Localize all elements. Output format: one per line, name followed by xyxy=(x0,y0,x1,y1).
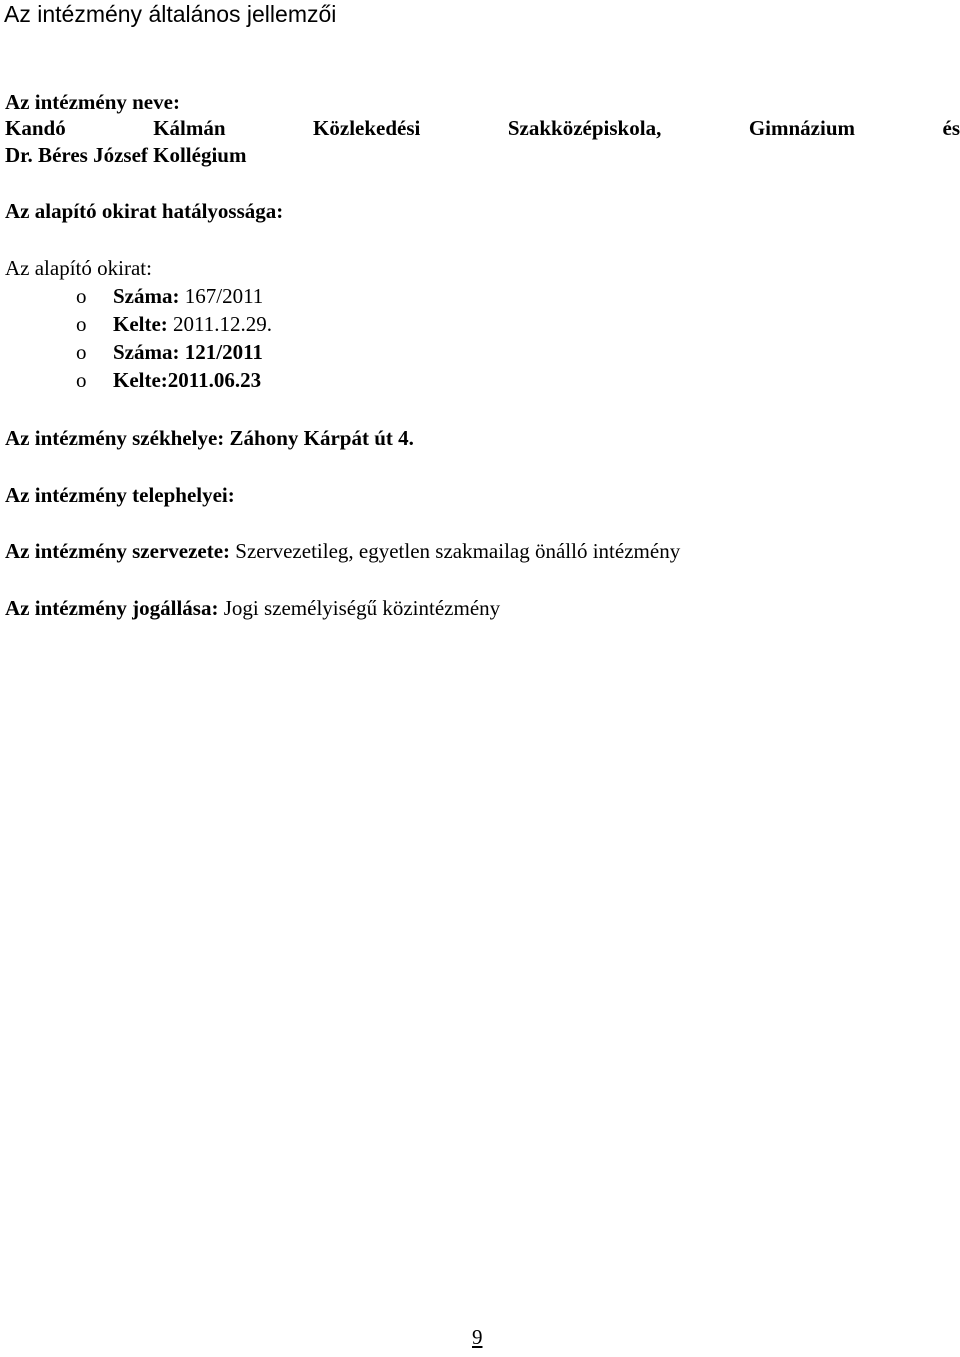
bullet-icon: o xyxy=(76,340,87,364)
institution-name-line-2: Dr. Béres József Kollégium xyxy=(5,143,247,167)
name-word: Közlekedési xyxy=(313,116,421,140)
list-item xyxy=(76,283,263,309)
item-label: Száma: xyxy=(113,284,180,308)
list-item xyxy=(76,339,263,365)
item-value: 167/2011 xyxy=(179,284,264,308)
organization-label: Az intézmény szervezete: xyxy=(5,539,231,563)
list-item xyxy=(76,311,272,337)
item-label: Száma: 121/2011 xyxy=(113,340,263,364)
institution-legal-status xyxy=(5,595,500,621)
legal-status-label: Az intézmény jogállása: xyxy=(5,596,219,620)
bullet-icon: o xyxy=(76,312,87,336)
bullet-icon: o xyxy=(76,284,87,308)
item-label: Kelte: xyxy=(113,312,168,336)
item-value: 2011.12.29. xyxy=(167,312,273,336)
institution-seat: Az intézmény székhelye: Záhony Kárpát út 4. xyxy=(5,426,414,450)
name-word: Gimnázium xyxy=(748,116,855,140)
legal-status-value: Jogi személyiségű közintézmény xyxy=(218,596,501,620)
organization-value: Szervezetileg, egyetlen szakmailag önálló intézmény xyxy=(230,539,681,563)
item-label: Kelte:2011.06.23 xyxy=(113,368,262,392)
institution-organization xyxy=(5,538,680,564)
institution-name-label: Az intézmény neve: xyxy=(5,90,180,114)
institution-sites: Az intézmény telephelyei: xyxy=(5,483,235,507)
list-item xyxy=(76,367,261,393)
bullet-icon: o xyxy=(76,368,87,392)
founding-document-title: Az alapító okirat hatályossága: xyxy=(5,199,284,223)
institution-name-line-1 xyxy=(5,115,960,141)
name-word: Kálmán xyxy=(153,116,226,140)
page-number: 9 xyxy=(472,1325,483,1349)
page-title: Az intézmény általános jellemzői xyxy=(4,1,337,27)
name-word: és xyxy=(942,116,960,140)
founding-document-intro: Az alapító okirat: xyxy=(5,256,152,280)
name-word: Szakközépiskola, xyxy=(507,116,662,140)
name-word: Kandó xyxy=(5,116,66,140)
